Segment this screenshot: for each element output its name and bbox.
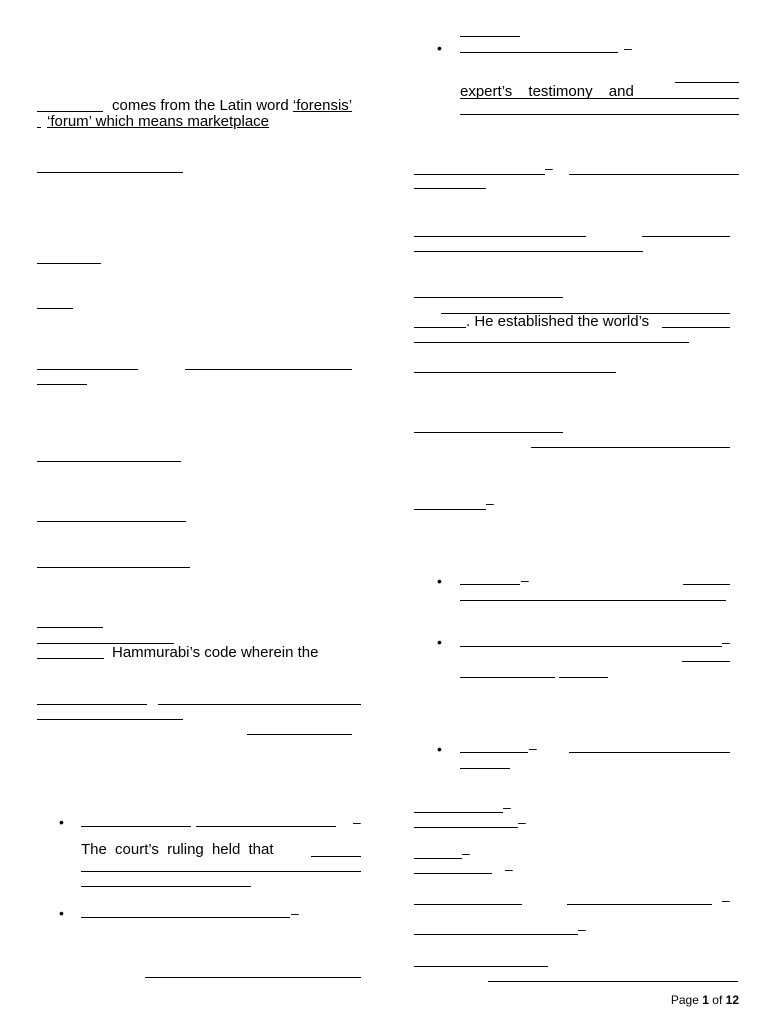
blank-line [37,461,181,462]
blank-line [81,886,251,887]
blank-line [632,98,739,99]
blank-line [414,327,466,328]
blank-line [488,981,738,982]
blank-line [37,719,183,720]
blank-line [414,188,486,189]
blank-line [460,52,618,53]
blank-line [37,658,104,659]
blank-line [569,174,739,175]
blank-line [460,752,528,753]
blank-line [414,509,486,510]
dash: – [722,892,730,908]
blank-line [460,677,555,678]
bullet-icon: • [437,634,442,650]
dash: – [624,40,632,56]
dash: – [505,861,513,877]
blank-line [37,127,41,128]
blank-line [81,826,191,827]
blank-line [414,858,462,859]
blank-line [531,447,730,448]
blank-line [247,734,352,735]
blank-line [145,977,361,978]
current-page-number: 1 [702,993,709,1007]
bullet-icon: • [437,573,442,589]
blank-line [311,856,361,857]
page-of-label: of [712,993,723,1007]
dash: – [353,814,361,830]
blank-line [414,342,689,343]
page-footer [671,993,739,1007]
blank-line [414,372,616,373]
blank-line [662,327,730,328]
blank-line [682,661,730,662]
blank-line [567,904,712,905]
blank-line [158,704,361,705]
blank-line [185,369,352,370]
page-label: Page [670,993,699,1007]
dash: – [462,845,470,861]
bullet-icon: • [59,814,64,830]
expert-testimony-text: expert’s testimony and [460,83,634,100]
blank-line [414,236,586,237]
blank-line [81,917,290,918]
dash: – [521,572,529,588]
hammurabi-text: Hammurabi’s code wherein the [112,644,319,661]
blank-line [414,966,548,967]
blank-line [460,114,739,115]
bullet-icon: • [59,905,64,921]
blank-line [414,432,563,433]
blank-line [460,600,726,601]
blank-line [414,174,545,175]
blank-line [559,677,608,678]
intro-text [112,98,352,114]
intro-line-1: comes from the Latin word [112,97,289,114]
blank-line [414,297,563,298]
blank-line [642,236,730,237]
blank-line [37,263,101,264]
blank-line [675,82,739,83]
blank-line [196,826,336,827]
dash: – [291,905,299,921]
bullet-icon: • [437,741,442,757]
blank-line [37,567,190,568]
blank-line [37,111,103,112]
established-text: . He established the world’s [466,313,650,330]
blank-line [37,308,73,309]
blank-line [81,871,361,872]
dash: – [545,160,553,176]
dash: – [518,814,526,830]
blank-line [37,172,183,173]
blank-line [460,98,632,99]
blank-line [414,812,503,813]
blank-line [414,873,492,874]
blank-line [414,934,578,935]
blank-line [460,646,722,647]
blank-line [37,627,103,628]
dash: – [529,740,537,756]
blank-line [414,904,522,905]
bullet-icon: • [437,40,442,56]
intro-line-2: ‘forum’ which means marketplace [47,113,270,130]
total-pages-number: 12 [725,993,739,1007]
blank-line [460,36,520,37]
dash: – [503,799,511,815]
blank-line [37,369,138,370]
dash: – [722,634,730,650]
blank-line [460,584,520,585]
dash: – [486,495,494,511]
blank-line [37,521,186,522]
latin-word-forensis: ‘forensis’ [292,97,353,114]
blank-line [414,827,518,828]
blank-line [683,584,730,585]
blank-line [460,768,510,769]
blank-line [414,251,643,252]
blank-line [37,384,87,385]
blank-line [37,704,147,705]
court-ruling-text: The court’s ruling held that [81,841,274,858]
dash: – [578,921,586,937]
blank-line [569,752,730,753]
